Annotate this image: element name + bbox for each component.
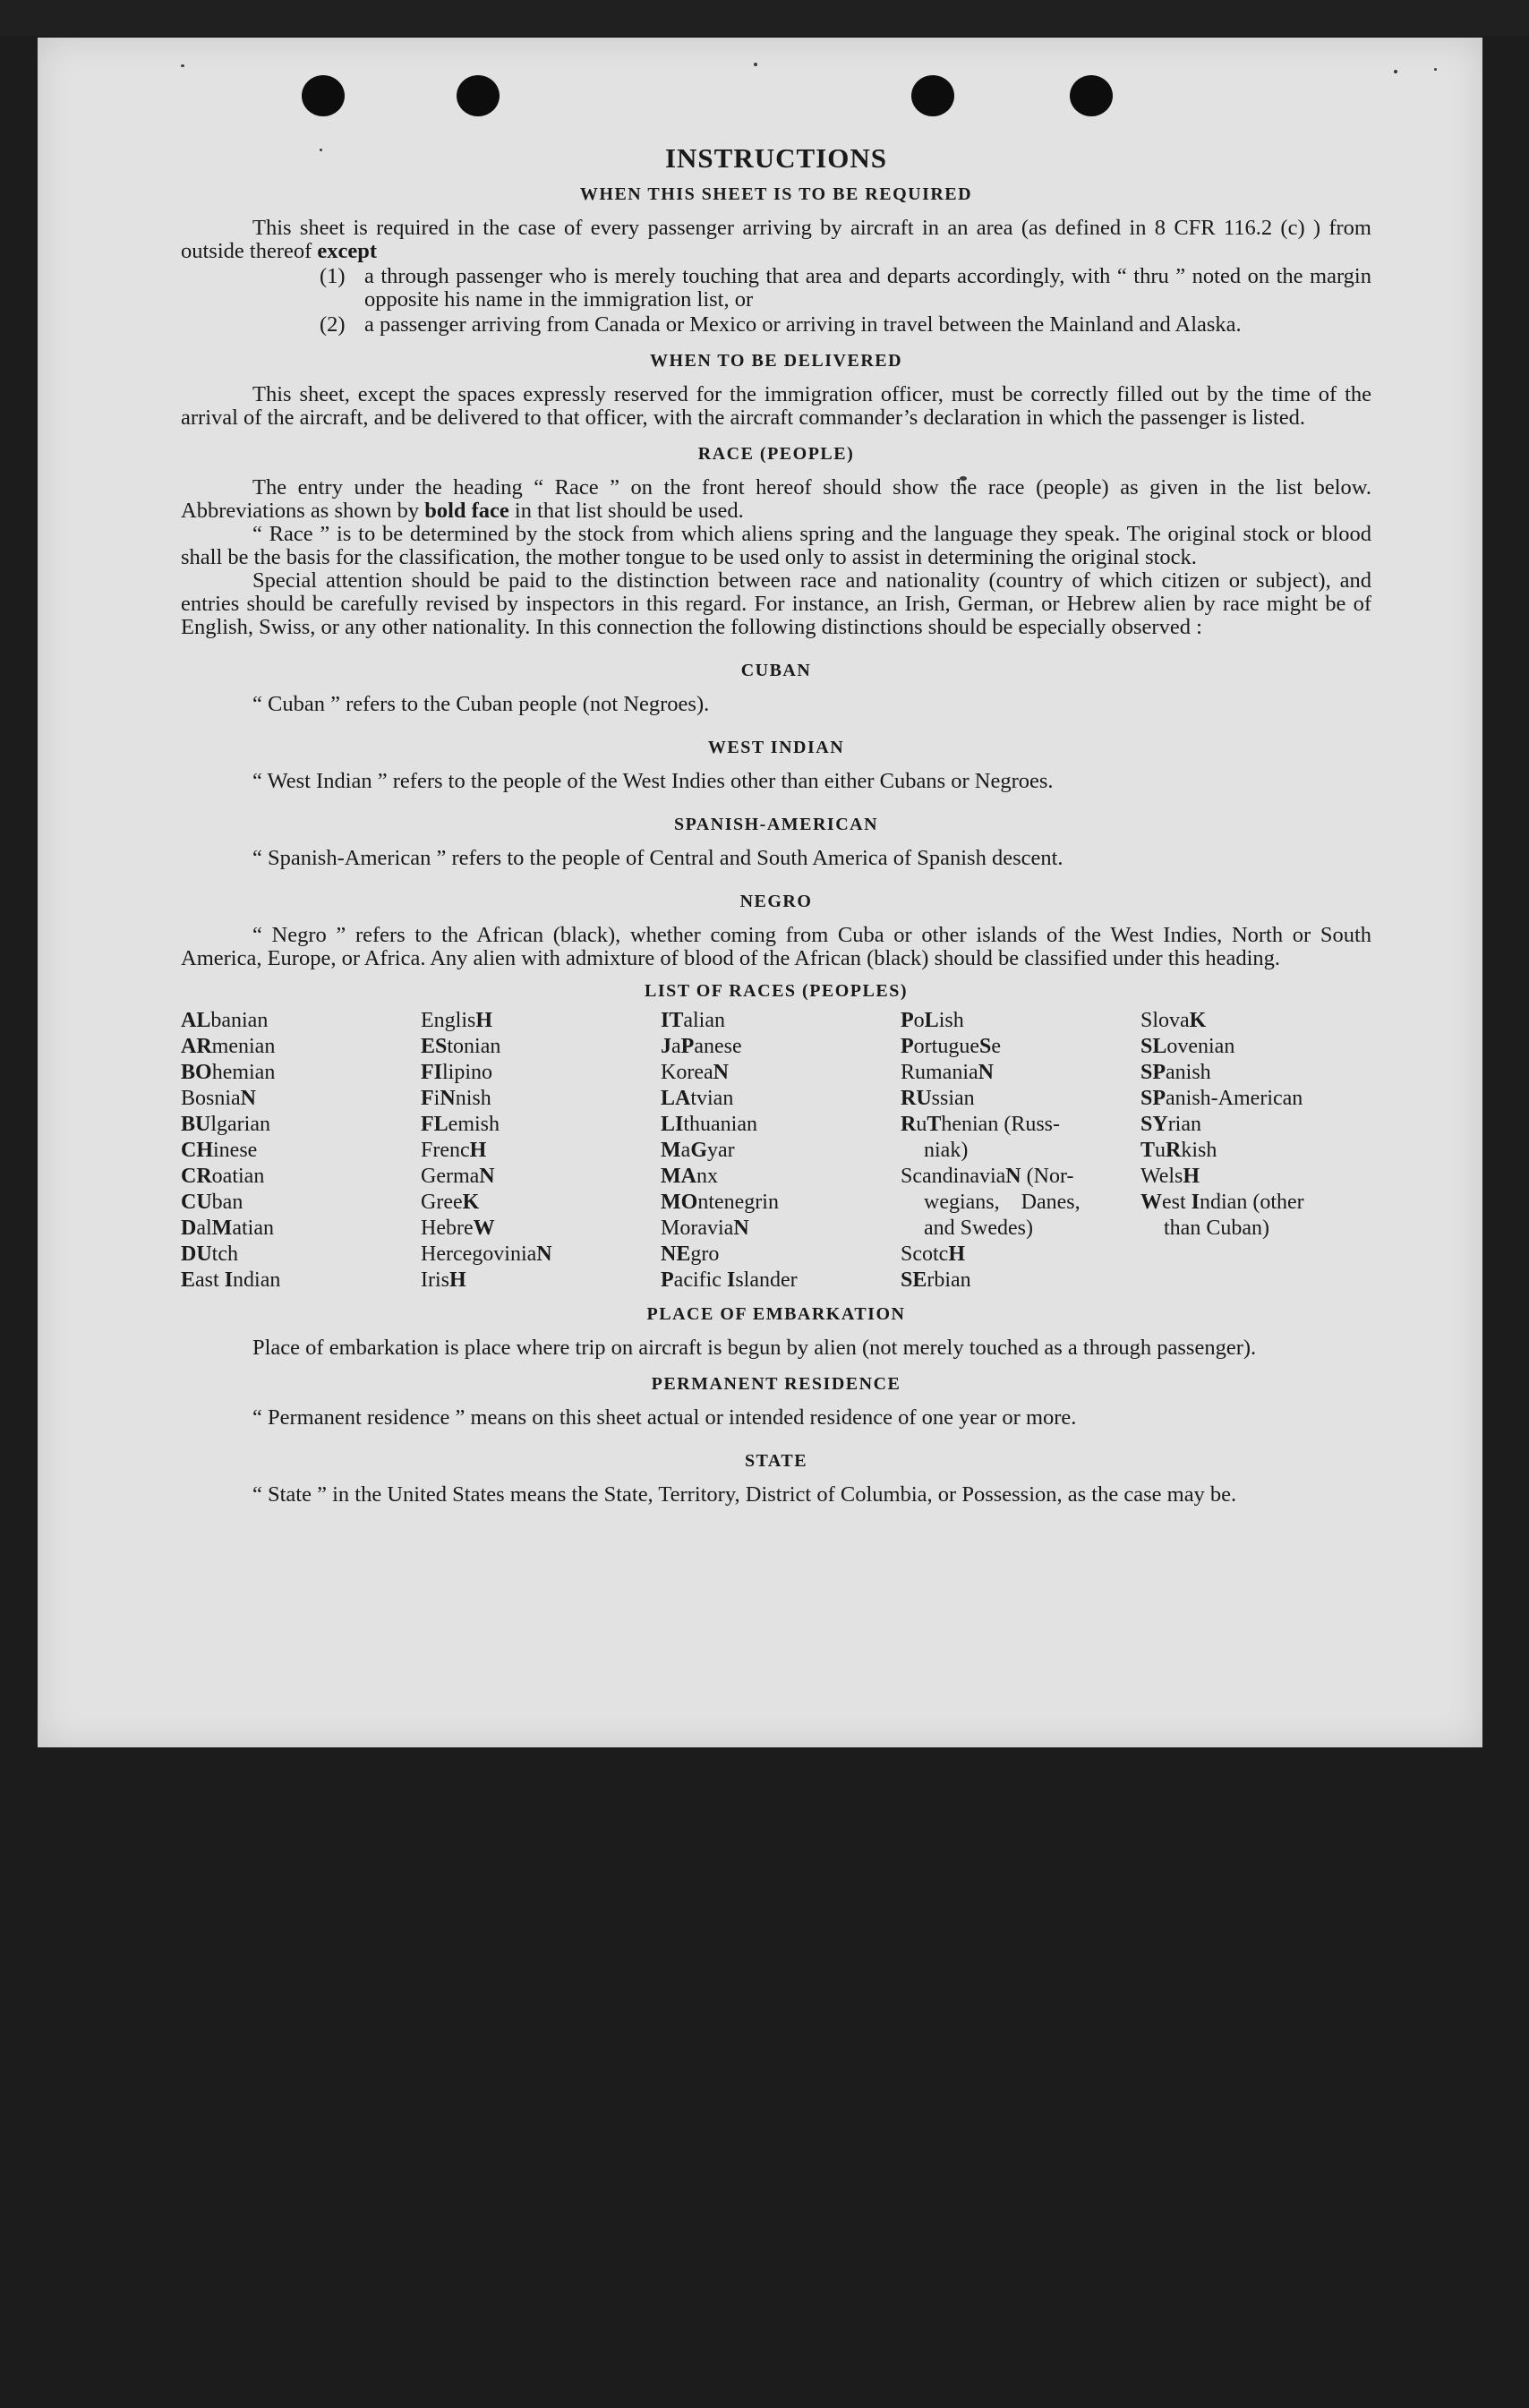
race-entry: DalMatian <box>181 1217 274 1240</box>
race-entry: EStonian <box>421 1035 501 1058</box>
heading-race: RACE (PEOPLE) <box>697 444 855 464</box>
race-entry: LAtvian <box>661 1087 734 1110</box>
list-item: (1) a through passenger who is merely touching that area and departs accordingly, with “ thru ” noted on the margin opposite his name in the immigration list, or <box>320 264 1371 312</box>
heading-state: STATE <box>744 1451 808 1471</box>
punch-hole-4 <box>1070 75 1113 116</box>
races-column-5 <box>1140 1008 1380 1294</box>
delivered-text: This sheet, except the spaces expressly reserved for the immigration officer, must be correctly filled out by the time of the arrival of the aircraft, and be delivered to that officer, with the aircraft commander’s declaration in which the passenger is listed. <box>181 382 1371 430</box>
instructions-body <box>181 142 1371 1507</box>
race-entry: RuThenian (Russ- <box>901 1113 1061 1136</box>
race-entry: CHinese <box>181 1139 258 1162</box>
race-entry: PortugueSe <box>901 1035 1001 1058</box>
race-entry: ALbanian <box>181 1009 269 1032</box>
race-para-3: Special attention should be paid to the distinction between race and nationality (country of which citizen or subject), and entries should be carefully revised by inspectors in this regard. For instance, an Irish, German, or Hebrew alien by race might be of English, Swiss, or any other nationality. In this connection the following distinctions should be especially observed : <box>181 568 1371 639</box>
required-intro: This sheet is required in the case of every passenger arriving by aircraft in an area (as defined in 8 CFR 116.2 (c) ) from outside thereof except <box>181 216 1371 263</box>
race-entry: HercegoviniaN <box>421 1242 552 1266</box>
punch-hole-3 <box>911 75 954 116</box>
race-entry: SYrian <box>1140 1113 1201 1136</box>
race-entry: HebreW <box>421 1217 495 1240</box>
heading-west-indian: WEST INDIAN <box>707 738 845 757</box>
heading-place-of-embarkation: PLACE OF EMBARKATION <box>646 1304 906 1324</box>
race-entry: SErbian <box>901 1268 971 1292</box>
race-entry: niak) <box>924 1139 969 1162</box>
race-entry: TuRkish <box>1140 1139 1217 1162</box>
race-entry: FIlipino <box>421 1061 493 1084</box>
race-entry: Pacific Islander <box>661 1268 798 1292</box>
race-entry: MoraviaN <box>661 1217 749 1240</box>
race-entry: SLovenian <box>1140 1035 1235 1058</box>
race-entry: BosniaN <box>181 1087 257 1110</box>
race-entry: CRoatian <box>181 1165 265 1188</box>
race-entry: MAnx <box>661 1165 718 1188</box>
race-entry: ARmenian <box>181 1035 276 1058</box>
cuban-text: “ Cuban ” refers to the Cuban people (not Negroes). <box>252 692 710 716</box>
race-entry: and Swedes) <box>924 1217 1033 1240</box>
races-column-3 <box>661 1008 901 1294</box>
race-entry: BUlgarian <box>181 1113 270 1136</box>
heading-when-required: WHEN THIS SHEET IS TO BE REQUIRED <box>579 184 973 204</box>
permanent-residence-text: “ Permanent residence ” means on this sheet actual or intended residence of one year or more. <box>252 1405 1077 1430</box>
heading-permanent-residence: PERMANENT RESIDENCE <box>651 1374 901 1394</box>
race-entry: NEgro <box>661 1242 720 1266</box>
embarkation-text: Place of embarkation is place where trip on aircraft is begun by alien (not merely touched as a through passenger). <box>252 1336 1257 1360</box>
race-entry: FLemish <box>421 1113 500 1136</box>
west-indian-text: “ West Indian ” refers to the people of the West Indies other than either Cubans or Negroes. <box>252 769 1054 793</box>
heading-when-delivered: WHEN TO BE DELIVERED <box>649 351 903 371</box>
race-entry: ScandinaviaN (Nor- <box>901 1165 1074 1188</box>
list-item: (2) a passenger arriving from Canada or Mexico or arriving in travel between the Mainland and Alaska. <box>320 312 1242 337</box>
race-entry: WelsH <box>1140 1165 1200 1188</box>
race-entry: IrisH <box>421 1268 466 1292</box>
race-entry: BOhemian <box>181 1061 276 1084</box>
negro-text: “ Negro ” refers to the African (black), whether coming from Cuba or other islands of the West Indies, North or South America, Europe, or Africa. Any alien with admixture of blood of the African (black) should be classified under this heading. <box>181 923 1371 970</box>
race-entry: FiNnish <box>421 1087 491 1110</box>
race-entry: KoreaN <box>661 1061 729 1084</box>
races-list <box>181 1008 1371 1294</box>
race-entry: RumaniaN <box>901 1061 994 1084</box>
race-entry: SPanish-American <box>1140 1087 1303 1110</box>
document-page <box>38 38 1482 1747</box>
races-column-2 <box>421 1008 661 1294</box>
heading-negro: NEGRO <box>739 892 813 911</box>
punch-hole-1 <box>302 75 345 116</box>
spanish-american-text: “ Spanish-American ” refers to the people of Central and South America of Spanish descent. <box>252 846 1063 870</box>
race-entry: DUtch <box>181 1242 238 1266</box>
heading-list-of-races: LIST OF RACES (PEOPLES) <box>644 981 908 1001</box>
race-entry: East Indian <box>181 1268 281 1292</box>
race-entry: GermaN <box>421 1165 495 1188</box>
race-entry: West Indian (other <box>1140 1191 1304 1214</box>
races-column-4 <box>901 1008 1140 1294</box>
race-entry: MOntenegrin <box>661 1191 779 1214</box>
race-entry: JaPanese <box>661 1035 742 1058</box>
race-entry: than Cuban) <box>1164 1217 1269 1240</box>
race-entry: wegians, Danes, <box>924 1191 1081 1214</box>
race-entry: GreeK <box>421 1191 480 1214</box>
heading-spanish-american: SPANISH-AMERICAN <box>673 815 879 834</box>
race-entry: MaGyar <box>661 1139 735 1162</box>
race-entry: LIthuanian <box>661 1113 757 1136</box>
race-para-2: “ Race ” is to be determined by the stock from which aliens spring and the language they speak. The original stock or blood shall be the basis for the classification, the mother tongue to be used only to assist in determining the original stock. <box>181 522 1371 569</box>
race-entry: CUban <box>181 1191 243 1214</box>
film-border-top <box>0 0 1529 36</box>
race-entry: SPanish <box>1140 1061 1211 1084</box>
page-title: INSTRUCTIONS <box>664 142 887 174</box>
race-entry: RUssian <box>901 1087 975 1110</box>
state-text: “ State ” in the United States means the State, Territory, District of Columbia, or Possession, as the case may be. <box>252 1482 1237 1507</box>
race-entry: PoLish <box>901 1009 964 1032</box>
heading-cuban: CUBAN <box>740 661 812 680</box>
races-column-1 <box>181 1008 421 1294</box>
race-entry: SlovaK <box>1140 1009 1207 1032</box>
race-entry: EnglisH <box>421 1009 493 1032</box>
race-para-1: The entry under the heading “ Race ” on the front hereof should show the race (people) as given in the list below. Abbreviations as shown by bold face in that list should be used. <box>181 475 1371 523</box>
punch-hole-2 <box>457 75 500 116</box>
race-entry: ITalian <box>661 1009 725 1032</box>
race-entry: FrencH <box>421 1139 487 1162</box>
race-entry: ScotcH <box>901 1242 965 1266</box>
